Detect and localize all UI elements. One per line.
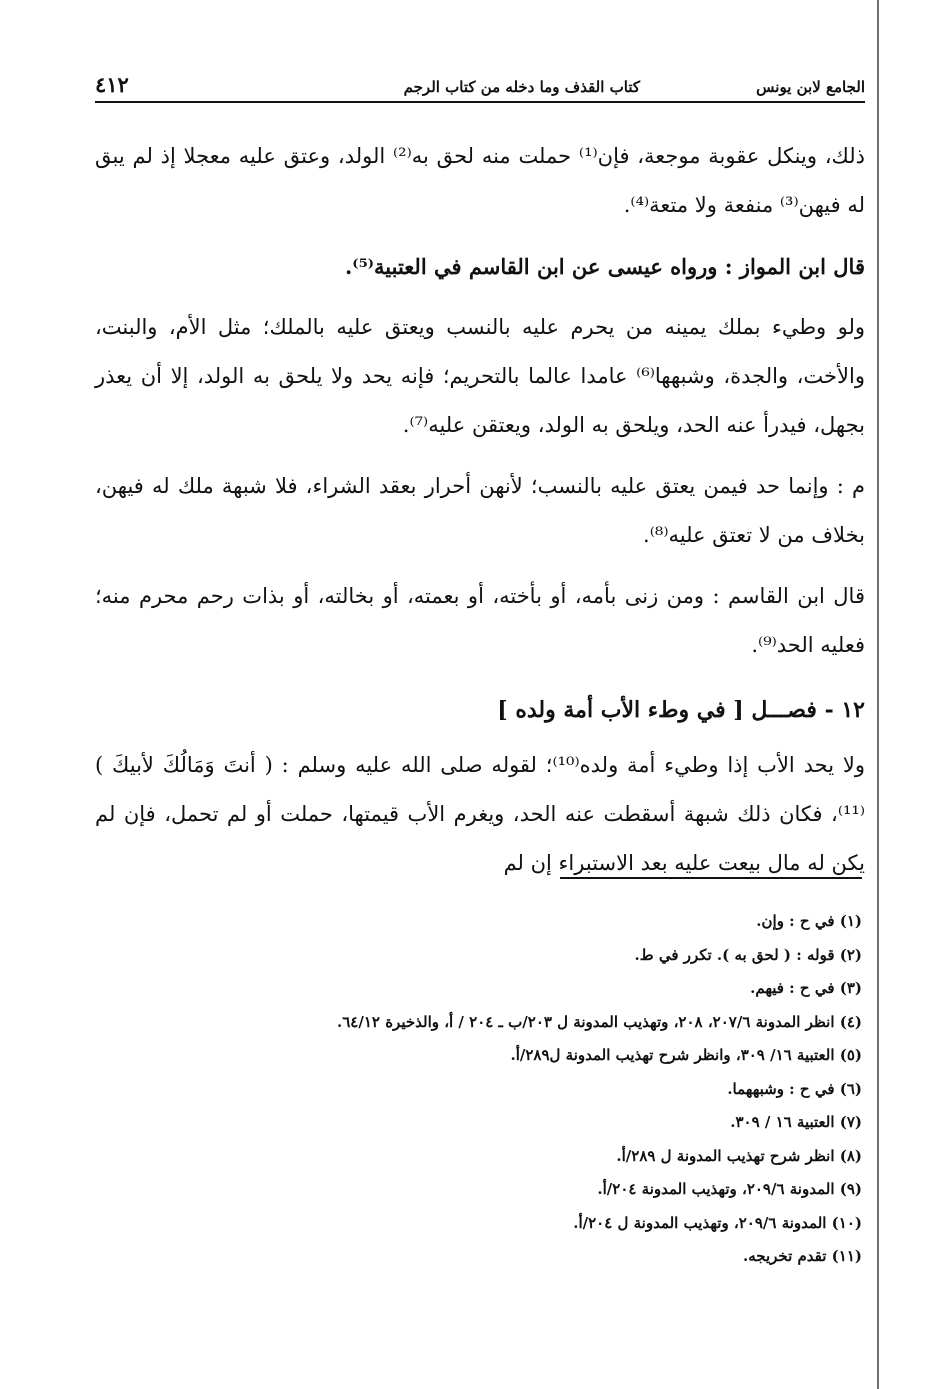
footnote: (٣) في ح : فيهم.	[750, 979, 862, 997]
page-header	[95, 70, 865, 104]
footnote: (٩) المدونة ٢٠٩/٦، وتهذيب المدونة ٢٠٤/أ.	[597, 1180, 862, 1198]
footnote: (٧) العتبية ١٦ / ٣٠٩.	[730, 1113, 862, 1131]
footnote: (٢) قوله : ( لحق به ). تكرر في ط.	[634, 945, 862, 964]
footnote: (٦) في ح : وشبههما.	[727, 1079, 862, 1098]
footnote: (١٠) المدونة ٢٠٩/٦، وتهذيب المدونة ل ٢٠٤/أ.	[573, 1213, 862, 1232]
page-number: ٤١٢	[95, 72, 129, 97]
footnote: (٨) انظر شرح تهذيب المدونة ل ٢٨٩/أ.	[616, 1146, 862, 1165]
footnote: (٤) انظر المدونة ٢٠٧/٦، ٢٠٨، وتهذيب المدونة ل ٢٠٣/ب ـ ٢٠٤ / أ، والذخيرة ٦٤/١٢.	[337, 1012, 862, 1031]
header-chapter-title: كتاب القذف وما دخله من كتاب الرجم	[403, 78, 640, 96]
paragraph-quote-ibn-al-mawwaz: قال ابن المواز : ورواه عيسى عن ابن القاسم في العتبية⁽⁵⁾.	[344, 254, 865, 279]
page-edge-line	[877, 0, 879, 1389]
paragraph: ولو وطيء بملك يمينه من يحرم عليه بالنسب ويعتق عليه بالملك؛ مثل الأم، والبنت، والأخت، والجدة، وشبهها⁽⁶⁾ عامدا عالما بالتحريم؛ فإنه يحد ولا يلحق به الولد، إلا أن يعذر بجهل، فيدرأ عنه الحد، ويلحق به الولد، ويعتقن عليه⁽⁷⁾.	[95, 315, 865, 437]
paragraph: م : وإنما حد فيمن يعتق عليه بالنسب؛ لأنهن أحرار بعقد الشراء، فلا شبهة ملك له فيهن، بخلاف من لا تعتق عليه⁽⁸⁾.	[95, 474, 865, 547]
footnote: (١) في ح : وإن.	[756, 912, 862, 930]
footnote: (٥) العتبية ١٦/ ٣٠٩، وانظر شرح تهذيب المدونة ل٢٨٩/أ.	[510, 1046, 862, 1064]
main-text	[95, 132, 865, 888]
paragraph-quote-ibn-al-qasim: قال ابن القاسم : ومن زنى بأمه، أو بأخته، أو بعمته، أو بخالته، أو بذات رحم محرم منه؛ فعليه الحد⁽⁹⁾.	[95, 584, 865, 657]
footnote: (١١) تقدم تخريجه.	[743, 1247, 862, 1265]
header-rule	[95, 101, 865, 103]
footnotes	[100, 905, 862, 1274]
footnote-separator	[560, 877, 862, 879]
paragraph: ذلك، وينكل عقوبة موجعة، فإن⁽¹⁾ حملت منه لحق به⁽²⁾ الولد، وعتق عليه معجلا إذ لم يبق له فيهن⁽³⁾ منفعة ولا متعة⁽⁴⁾.	[95, 144, 865, 217]
section-heading: ١٢ - فصـــل [ في وطء الأب أمة ولده ]	[497, 697, 865, 723]
paragraph: ولا يحد الأب إذا وطيء أمة ولده⁽¹⁰⁾؛ لقوله صلى الله عليه وسلم : ( أنتَ وَمَالُكَ لأبيكَ ) ⁽¹¹⁾، فكان ذلك شبهة أسقطت عنه الحد، ويغرم الأب قيمتها، حملت أو لم تحمل، فإن لم يكن له مال بيعت عليه بعد الاستبراء إن لم	[95, 753, 865, 875]
header-book-title: الجامع لابن يونس	[756, 78, 865, 96]
